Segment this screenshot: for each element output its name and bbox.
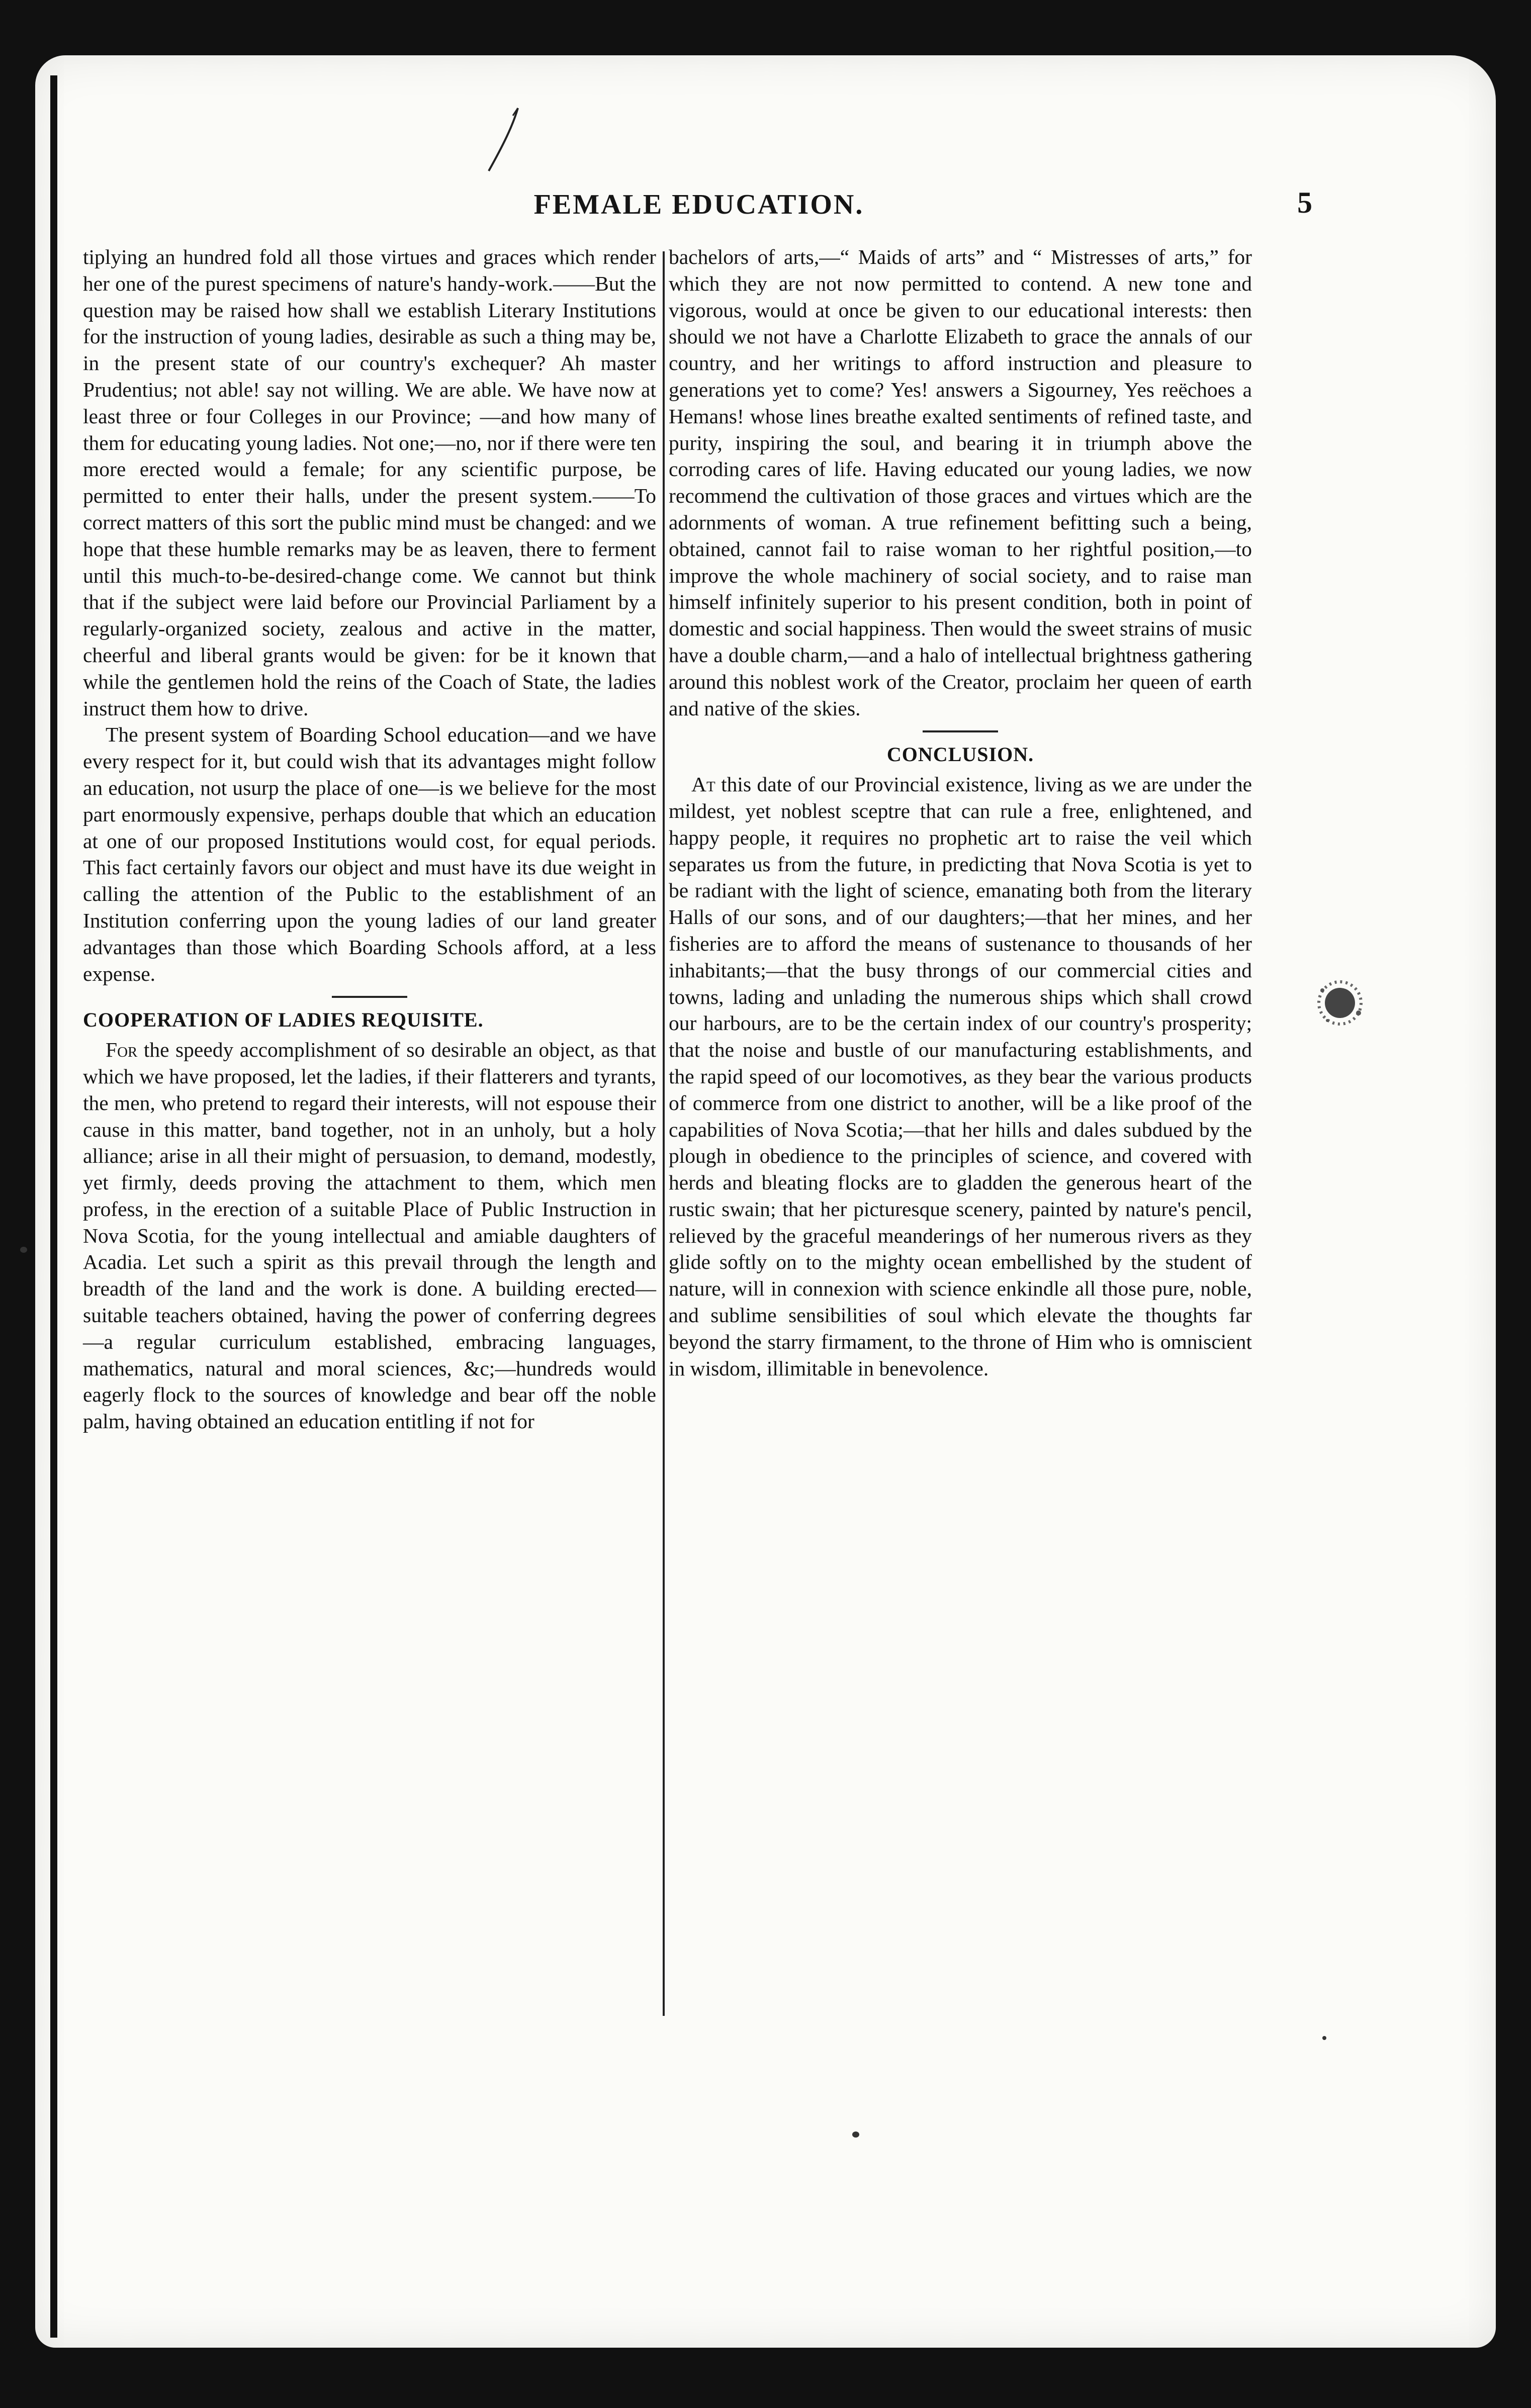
lead-word: For	[106, 1038, 138, 1062]
right-column	[669, 244, 1252, 1381]
page-number: 5	[1297, 186, 1312, 219]
left-column	[83, 244, 656, 1435]
column-divider	[663, 251, 665, 2016]
speck	[20, 1247, 27, 1253]
lead-word: At	[691, 773, 715, 796]
paragraph-text: this date of our Provincial existence, living as we are under the mildest, yet noblest sceptre that can rule a free, enlightened, and happy people, it requires no prophetic art to raise the veil which separates us from the future, in predicting that Nova Scotia is yet to be radiant with the light of science, emanating both from the literary Halls of our sons, and of our daughters;—that her mines, and her fisheries are to afford the means of sustenance to thousands of her inhabitants;—that the busy throngs of our commercial cities and towns, lading and unlading the numerous ships which shall crowd our harbours, are to be the certain index of our country's prosperity; that the noise and bustle of our manufacturing establishments, and the rapid speed of our locomotives, as they bear the various products of commerce from one district to another, will be a like proof of the capabilities of Nova Scotia;—that her hills and dales subdued by the plough in obedience to the principles of science, and covered with herds and bleating flocks are to gladden the generous heart of the rustic swain; that her picturesque scenery, painted by nature's pencil, relieved by the graceful meanderings of her numerous rivers as they glide softly on to the mighty ocean embellished by the student of nature, will in connexion with science enkindle all those pure, noble, and sublime sensibilities of soul which elevate the thoughts far beyond the starry firmament, to the throne of Him who is omniscient in wisdom, illimitable in benevolence.	[669, 773, 1252, 1380]
paragraph: The present system of Boarding School education—and we have every respect for it, but could wish that its advantages might follow an education, not usurp the place of one—is we believe for the most part enormously expensive, perhaps double that which an education at one of our proposed Institutions would cost, for equal periods. This fact certainly favors our object and must have its due weight in calling the attention of the Public to the establishment of an Institution conferring upon the young ladies of our land greater advantages than those which Boarding Schools afford, at a less expense.	[83, 723, 656, 985]
ink-blot	[1312, 975, 1368, 1031]
speck	[1322, 2036, 1326, 2040]
section-divider	[923, 730, 998, 732]
binding-edge	[50, 75, 57, 2338]
running-head	[101, 186, 1378, 234]
section-divider	[332, 996, 407, 998]
paragraph	[669, 771, 1252, 1381]
page-title: FEMALE EDUCATION.	[533, 189, 864, 220]
paragraph	[83, 1037, 656, 1435]
paragraph-text: the speedy accomplishment of so desirable an object, as that which we have proposed, let the ladies, if their flatterers and tyrants, the men, who pretend to regard their interests, will not espouse their cause in this matter, band together, not in an unholy, but a holy alliance; arise in all their might of persuasion, to demand, modestly, yet firmly, deeds proving the attachment to them, which men profess, in the erection of a suitable Place of Public Instruction in Nova Scotia, for the young intellectual and amiable daughters of Acadia. Let such a spirit as this prevail through the length and breadth of the land and the work is done. A building erected—suitable teachers obtained, having the power of conferring degrees—a regular curriculum established, embracing languages, mathematics, natural and moral sciences, &c;—hundreds would eagerly flock to the sources of knowledge and bear off the noble palm, having obtained an education entitling if not for	[83, 1038, 656, 1433]
section-heading: COOPERATION OF LADIES REQUISITE.	[83, 1008, 484, 1032]
pencil-mark	[483, 106, 528, 176]
paragraph: bachelors of arts,—“ Maids of arts” and “ Mistresses of arts,” for which they are not now permitted to contend. A new tone and vigorous, would at once be given to our educational interests: then should we not have a Charlotte Elizabeth to grace the annals of our country, and her writings to afford instruction and pleasure to generations yet to come? Yes! answers a Sigourney, Yes reëchoes a Hemans! whose lines breathe exalted sentiments of refined taste, and purity, inspiring the soul, and bearing it in triumph above the corroding cares of life. Having educated our young ladies, we now recommend the cultivation of those graces and virtues which are the adornments of woman. A true refinement befitting such a being, obtained, cannot fail to raise woman to her rightful position,—to improve the whole machinery of social society, and to raise man himself infinitely superior to his present condition, both in point of domestic and social happiness. Then would the sweet strains of music have a double charm,—and a halo of intellectual brightness gathering around this noblest work of the Creator, proclaim her queen of earth and native of the skies.	[669, 245, 1252, 720]
paragraph: tiplying an hundred fold all those virtues and graces which render her one of the purest specimens of nature's handy-work.——But the question may be raised how shall we establish Literary Institutions for the instruction of young ladies, desirable as such a thing may be, in the present state of our country's exchequer? Ah master Prudentius; not able! say not willing. We are able. We have now at least three or four Colleges in our Province; —and how many of them for educating young ladies. Not one;—no, nor if there were ten more erected would a female; for any scientific purpose, be permitted to enter their halls, under the present system.——To correct matters of this sort the public mind must be changed: and we hope that these humble remarks may be as leaven, there to ferment until this much-to-be-desired-change come. We cannot but think that if the subject were laid before our Provincial Parliament by a regularly-organized society, zealous and active in the matter, cheerful and liberal grants would be given: for be it known that while the gentlemen hold the reins of the Coach of State, the ladies instruct them how to drive.	[83, 245, 656, 720]
section-heading: CONCLUSION.	[886, 743, 1034, 766]
speck	[852, 2132, 859, 2138]
